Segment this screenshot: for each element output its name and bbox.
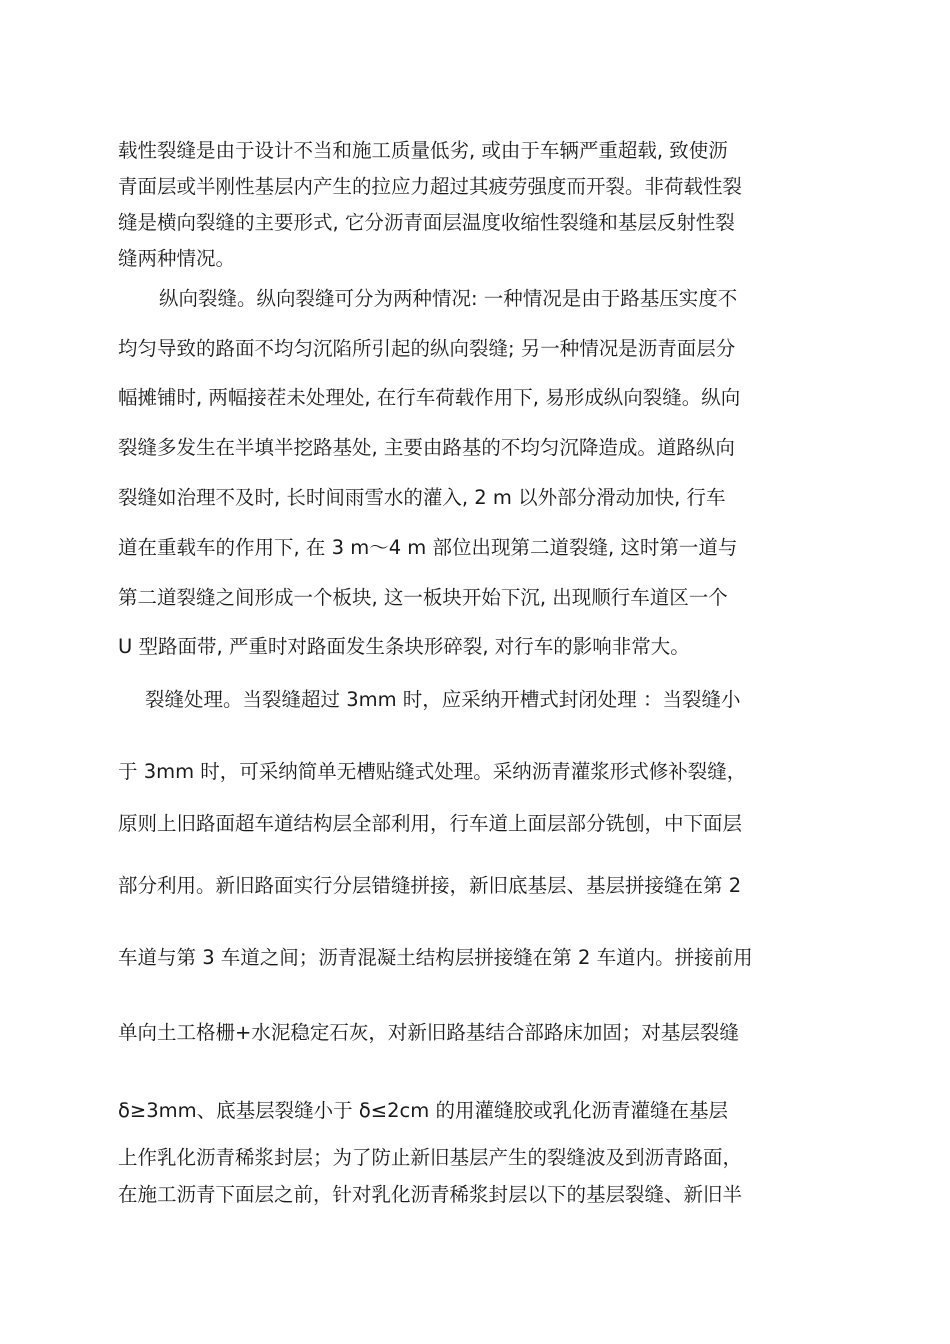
text-line: 裂缝如治理不及时, 长时间雨雪水的灌入, 2 m 以外部分滑动加快, 行车 [118,486,726,509]
text-line: 在施工沥青下面层之前，针对乳化沥青稀浆封层以下的基层裂缝、新旧半 [118,1183,743,1206]
text-line: 缝两种情况。 [118,247,236,270]
text-line: 于 3mm 时，可采纳简单无槽贴缝式处理。采纳沥青灌浆形式修补裂缝， [118,760,747,783]
paragraph-start-line: 纵向裂缝。纵向裂缝可分为两种情况: 一种情况是由于路基压实度不 [159,287,738,310]
text-line: 幅摊铺时, 两幅接茬未处理处, 在行车荷载作用下, 易形成纵向裂缝。纵向 [118,386,741,409]
text-line: 单向土工格栅+水泥稳定石灰，对新旧路基结合部路床加固；对基层裂缝 [118,1021,739,1044]
text-line: 均匀导致的路面不均匀沉陷所引起的纵向裂缝; 另一种情况是沥青面层分 [118,337,736,360]
text-line: 第二道裂缝之间形成一个板块, 这一板块开始下沉, 出现顺行车道区一个 [118,586,728,609]
text-line: δ≥3mm、底基层裂缝小于 δ≤2cm 的用灌缝胶或乳化沥青灌缝在基层 [118,1099,728,1122]
text-line: U 型路面带, 严重时对路面发生条块形碎裂, 对行车的影响非常大。 [118,635,690,658]
text-line: 载性裂缝是由于设计不当和施工质量低劣, 或由于车辆严重超载, 致使沥 [118,139,728,162]
text-line: 裂缝多发生在半填半挖路基处, 主要由路基的不均匀沉降造成。道路纵向 [118,436,735,459]
text-line: 原则上旧路面超车道结构层全部利用，行车道上面层部分铣刨，中下面层 [118,812,743,835]
text-line: 道在重载车的作用下, 在 3 m～4 m 部位出现第二道裂缝, 这时第一道与 [118,536,738,559]
paragraph-start-line: 裂缝处理。当裂缝超过 3mm 时，应采纳开槽式封闭处理 ：当裂缝小 [145,688,741,711]
text-line: 车道与第 3 车道之间；沥青混凝土结构层拼接缝在第 2 车道内。拼接前用 [118,946,753,969]
text-line: 青面层或半刚性基层内产生的拉应力超过其疲劳强度而开裂。非荷载性裂 [118,175,743,198]
text-line: 上作乳化沥青稀浆封层；为了防止新旧基层产生的裂缝波及到沥青路面， [118,1146,743,1169]
text-line: 部分利用。新旧路面实行分层错缝拼接，新旧底基层、基层拼接缝在第 2 [118,874,742,897]
text-line: 缝是横向裂缝的主要形式, 它分沥青面层温度收缩性裂缝和基层反射性裂 [118,211,735,234]
